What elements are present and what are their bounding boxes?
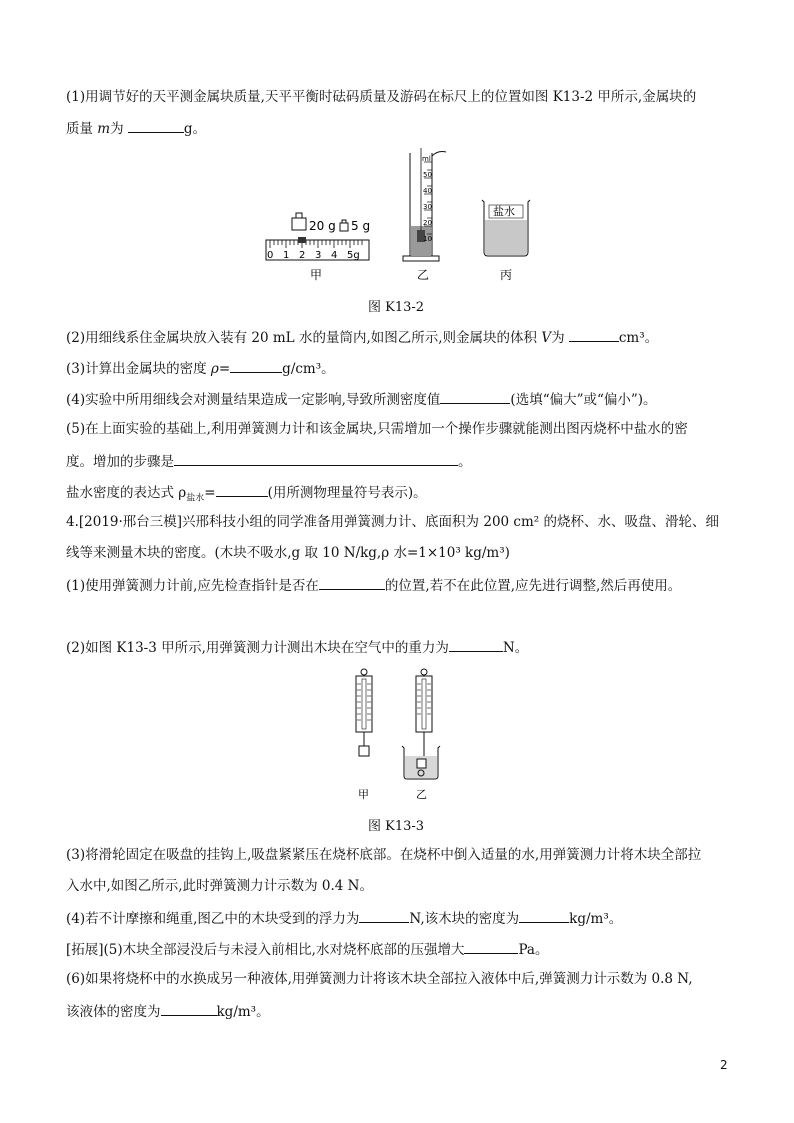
- q5-expr-mid: =: [204, 485, 216, 501]
- q5-line2: [66, 451, 472, 471]
- p4-line2: 线等来测量木块的密度。(木块不吸水,g 取 10 N/kg,ρ 水=1×10³ kg/m³): [66, 545, 510, 561]
- figure-k13-3: [340, 666, 450, 806]
- p4q4-tail: kg/m³。: [569, 911, 623, 927]
- fig2-label-yi: 乙: [416, 788, 427, 801]
- figure-k13-2: [260, 148, 550, 288]
- q3-unit: g/cm³。: [282, 361, 335, 377]
- p4q1-line: [66, 575, 681, 595]
- p4q2-answer-blank[interactable]: [449, 637, 503, 652]
- cyl-mark-ml: ml: [422, 155, 431, 163]
- p4q2-pre: (2)如图 K13-3 甲所示,用弹簧测力计测出木块在空气中的重力为: [66, 640, 449, 656]
- ruler-tick-5: 5g: [347, 250, 360, 261]
- p4q6-line1: (6)如果将烧杯中的水换成另一种液体,用弹簧测力计将该木块全部拉入液体中后,弹簧测力计示数为 0.8 N,: [66, 971, 693, 987]
- p4q3-line1: (3)将滑轮固定在吸盘的挂钩上,吸盘紧紧压在烧杯底部。在烧杯中倒入适量的水,用弹簧测力计将木块全部拉: [66, 847, 702, 863]
- figure-k13-3-caption: 图 K13-3: [368, 819, 425, 834]
- p4q3-line2: 入水中,如图乙所示,此时弹簧测力计示数为 0.4 N。: [66, 878, 373, 894]
- q2-unit: cm³。: [618, 330, 659, 346]
- p4q6-answer-blank[interactable]: [161, 1001, 217, 1016]
- q5-expr-tail: (用所测物理量符号表示)。: [267, 485, 427, 501]
- p4q2-line: [66, 637, 528, 657]
- q2-answer-blank[interactable]: [569, 327, 619, 342]
- q5-expr-blank[interactable]: [216, 482, 268, 497]
- q2-mid: 为: [551, 330, 569, 346]
- ruler-tick-3: 3: [315, 250, 322, 261]
- weight1-label: 20 g: [309, 219, 336, 233]
- q1-answer-blank[interactable]: [128, 118, 184, 133]
- beaker-label: 盐水: [493, 205, 515, 218]
- p4q4-density-blank[interactable]: [519, 908, 569, 923]
- weight-5g-icon: [340, 223, 348, 231]
- p4q6-line2: [66, 1001, 270, 1021]
- q3-answer-blank[interactable]: [230, 358, 282, 373]
- p4q1-tail: 的位置,若不在此位置,应先进行调整,然后再使用。: [384, 578, 682, 594]
- graduated-cylinder-icon: [403, 148, 446, 261]
- q5-line2-text: 度。增加的步骤是: [66, 454, 174, 470]
- q3-mid: =: [218, 361, 231, 377]
- weight2-label: 5 g: [351, 219, 371, 233]
- weight-20g-icon: [292, 218, 306, 230]
- ruler-tick-0: 0: [267, 250, 274, 261]
- q1-unit: g。: [183, 121, 207, 137]
- cyl-mark-30: 30: [423, 203, 432, 211]
- p4q5-pre: [拓展](5)木块全部浸没后与未浸入前相比,水对烧杯底部的压强增大: [66, 942, 465, 958]
- cyl-mark-10: 10: [423, 235, 432, 243]
- p4-line1: 4.[2019·邢台三模]兴邢科技小组的同学准备用弹簧测力计、底面积为 200 cm² 的烧杯、水、吸盘、滑轮、细: [66, 514, 719, 530]
- figure-k13-2-caption: 图 K13-2: [368, 300, 425, 315]
- ruler-tick-1: 1: [283, 250, 290, 261]
- q3-line: [66, 358, 335, 378]
- p4q4-pre: (4)若不计摩擦和绳重,图乙中的木块受到的浮力为: [66, 911, 360, 927]
- q1-pre2: 质量: [66, 121, 98, 137]
- q2-line: [66, 327, 658, 347]
- p4q2-tail: N。: [502, 640, 529, 656]
- rider-marker: [298, 237, 306, 243]
- p4q4-mid: N,该木块的密度为: [409, 911, 520, 927]
- spring-scale-beaker-icon: [402, 669, 440, 779]
- q4-tail: (选填“偏大”或“偏小”)。: [510, 392, 657, 408]
- q5-line1: (5)在上面实验的基础上,利用弹簧测力计和该金属块,只需增加一个操作步骤就能测出图丙烧杯中盐水的密: [66, 421, 688, 437]
- q1-var: m: [97, 121, 111, 137]
- p4q1-answer-blank[interactable]: [319, 575, 385, 590]
- p4q5-tail: Pa。: [518, 942, 549, 958]
- p4q6-pre2: 该液体的密度为: [66, 1004, 161, 1020]
- q5-expression-line: [66, 482, 427, 508]
- p4q1-pre: (1)使用弹簧测力计前,应先检查指针是否在: [66, 578, 319, 594]
- label-yi: 乙: [417, 268, 430, 282]
- spring-scale-icon: [356, 669, 372, 756]
- p4q5-answer-blank[interactable]: [464, 939, 518, 954]
- q2-text: (2)用细线系住金属块放入装有 20 mL 水的量筒内,如图乙所示,则金属块的体积: [66, 330, 542, 346]
- q5-tail: 。: [458, 454, 472, 470]
- q4-answer-blank[interactable]: [440, 389, 510, 404]
- label-jia: 甲: [310, 268, 323, 282]
- ruler-tick-2: 2: [299, 250, 306, 261]
- q3-var: ρ: [210, 361, 219, 377]
- q5-expr-pre: 盐水密度的表达式 ρ: [66, 485, 187, 501]
- q5-expr-sub: 盐水: [186, 493, 205, 504]
- wood-block-icon: [359, 746, 369, 756]
- q2-var: V: [541, 330, 552, 346]
- q3-text: (3)计算出金属块的密度: [66, 361, 211, 377]
- cyl-mark-50: 50: [423, 171, 432, 179]
- q5-answer-blank[interactable]: [174, 451, 458, 466]
- q1-line1: (1)用调节好的天平测金属块质量,天平平衡时砝码质量及游码在标尺上的位置如图 K13-2 甲所示,金属块的: [66, 89, 697, 105]
- cyl-mark-40: 40: [423, 187, 432, 195]
- ruler-tick-4: 4: [331, 250, 338, 261]
- q4-line: [66, 389, 657, 409]
- q1-line2: [66, 118, 206, 138]
- p4q6-tail: kg/m³。: [216, 1004, 270, 1020]
- q4-text: (4)实验中所用细线会对测量结果造成一定影响,导致所测密度值: [66, 392, 441, 408]
- cyl-mark-20: 20: [423, 219, 432, 227]
- p4q4-buoyancy-blank[interactable]: [359, 908, 409, 923]
- q1-mid: 为: [110, 121, 128, 137]
- label-bing: 丙: [500, 268, 513, 282]
- page-number: 2: [720, 1058, 728, 1072]
- fig2-label-jia: 甲: [358, 788, 369, 801]
- p4q5-line: [66, 939, 548, 959]
- p4q4-line: [66, 908, 622, 928]
